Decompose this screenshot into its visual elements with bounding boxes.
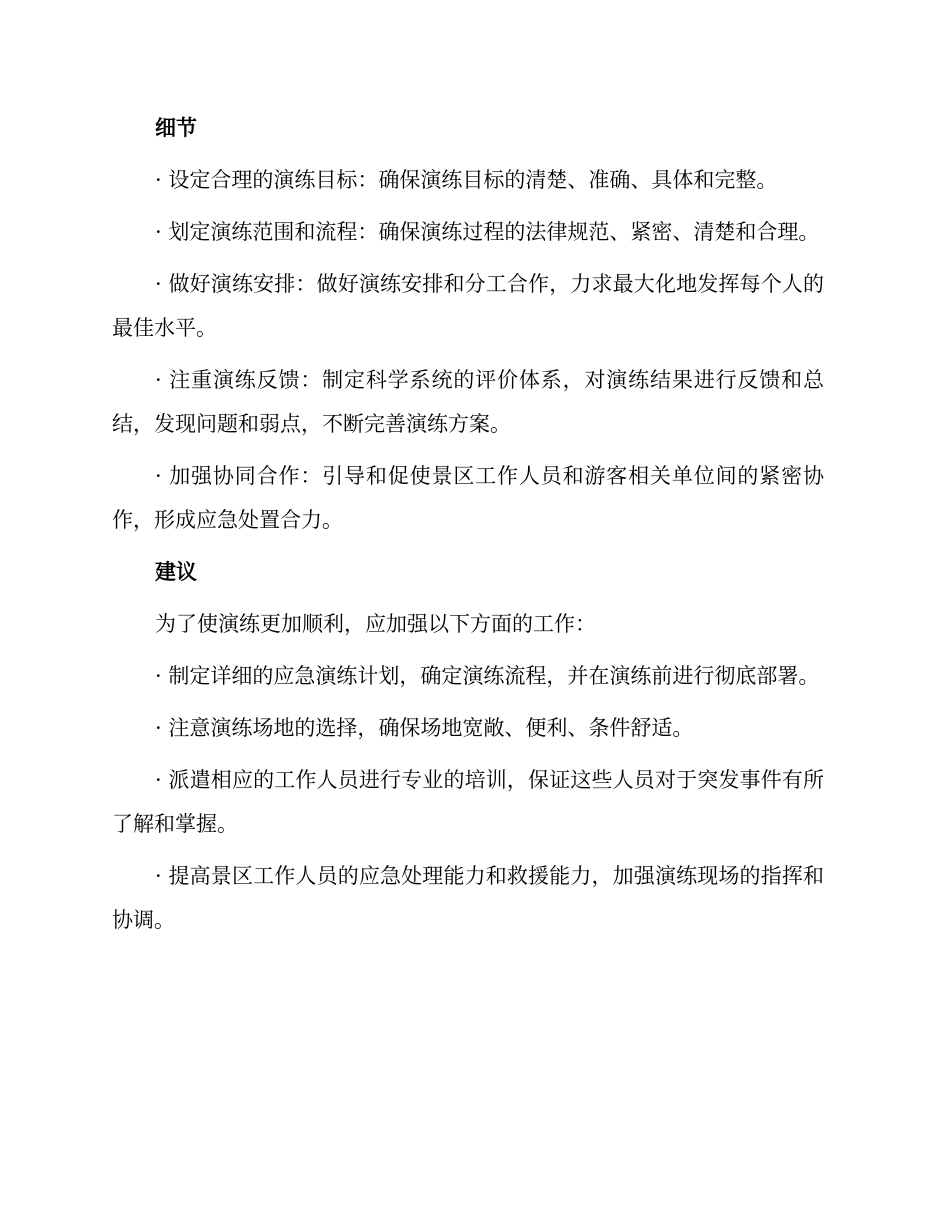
paragraph: · 注重演练反馈：制定科学系统的评价体系，对演练结果进行反馈和总结，发现问题和弱点，不断完善演练方案。 <box>112 368 824 436</box>
section-heading: 建议 <box>155 560 197 584</box>
paragraph: · 制定详细的应急演练计划，确定演练流程，并在演练前进行彻底部署。 <box>155 664 820 688</box>
paragraph: 为了使演练更加顺利，应加强以下方面的工作： <box>155 612 596 636</box>
paragraph: · 加强协同合作：引导和促使景区工作人员和游客相关单位间的紧密协作，形成应急处置合力。 <box>112 464 824 532</box>
paragraph: · 做好演练安排：做好演练安排和分工合作，力求最大化地发挥每个人的最佳水平。 <box>112 272 824 340</box>
section-heading: 细节 <box>155 116 197 140</box>
paragraph: · 设定合理的演练目标：确保演练目标的清楚、准确、具体和完整。 <box>155 168 778 192</box>
paragraph: · 注意演练场地的选择，确保场地宽敞、便利、条件舒适。 <box>155 716 694 740</box>
document-page <box>112 106 824 950</box>
paragraph: · 派遣相应的工作人员进行专业的培训，保证这些人员对于突发事件有所了解和掌握。 <box>112 768 824 836</box>
paragraph: · 提高景区工作人员的应急处理能力和救援能力，加强演练现场的指挥和协调。 <box>112 864 824 932</box>
paragraph: · 划定演练范围和流程：确保演练过程的法律规范、紧密、清楚和合理。 <box>155 220 820 244</box>
section-suggestions <box>112 550 824 942</box>
section-details <box>112 106 824 542</box>
